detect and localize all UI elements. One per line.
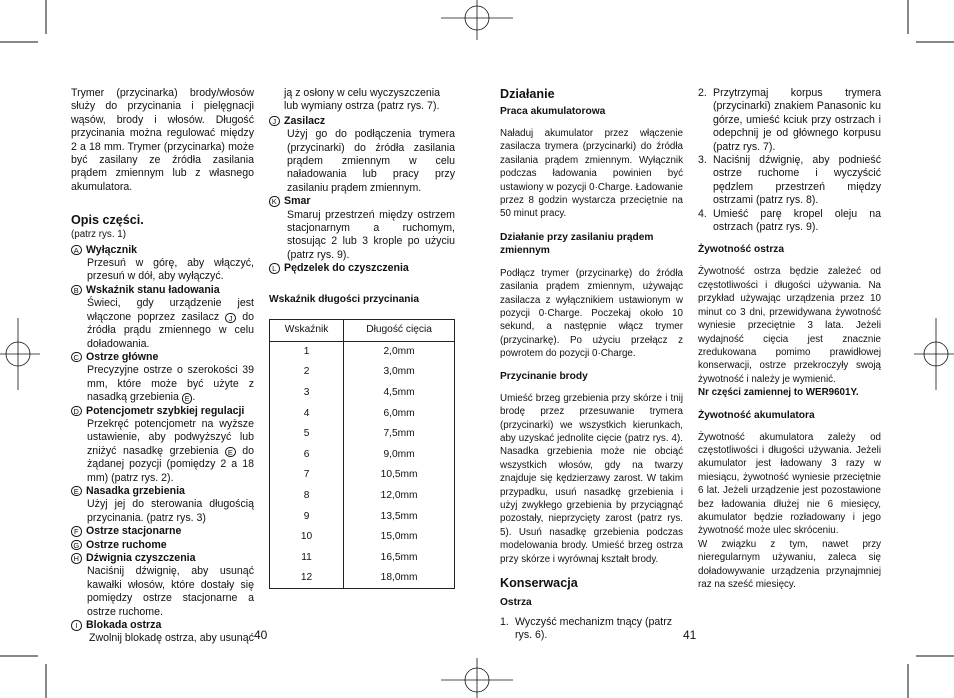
- crop-mark-bottom-right: [894, 648, 954, 698]
- battery-life-text: Żywotność akumulatora zależy od częstotliwości i długości używania. Jeżeli akumulator jest ładowany 3 razy w miesiącu, żywotność wyniesie przeciętnie 6 lat. Jeżeli urządzenie jest pozostawione bez ładowania dłużej nie 6 miesięcy, akumulator będzie rozładowany i jego żywotność może ulec skróceniu.: [698, 431, 881, 537]
- table-row: 5 7,5mm: [270, 424, 455, 445]
- blade-step-2: 2. Przytrzymaj korpus trymera (przycinarki) znakiem Panasonic ku górze, umieść kciuk przy ostrzach i odepchnij je od głównego korpusu (patrz rys. 7).: [698, 87, 881, 153]
- intro-paragraph: Trymer (przycinarka) brody/włosów służy do przycinania i pielęgnacji wąsów, brody i włosów. Długość przycinania można regulować między 2 a 18 mm. Trymer (przycinarka) może być zasilany ze źródła zasilania prądem zmiennym lub z własnego akumulatora.: [71, 87, 254, 193]
- left-page-column-2: [269, 87, 455, 589]
- beard-trimming-text: Umieść brzeg grzebienia przy skórze i tnij brodę przez przesuwanie trymera (przycinarki) we wszystkich kierunkach, aby uzyskać jednolite cięcie (patrz rys. 4). Nasadka grzebienia może nie obciąć wszystkich włosów, gdy na twarzy znajduje się kędzierzawy zarost. W takim przypadku, usuń nasadkę grzebienia i użyj zwykłego grzebienia by przyciągnąć pozostały, nieprzycięty zarost (patrz rys. 5). Usuń nasadkę grzebienia podczas modelowania brody. Umieść brzeg ostrza przy skórze i wyrównaj kształt brody.: [500, 392, 683, 565]
- letter-e-icon: E: [225, 447, 236, 458]
- battery-life-advice: W związku z tym, nawet przy nieregularnym używaniu, zaleca się doładowywanie urządzenia przynajmniej raz na sześć miesięcy.: [698, 538, 881, 590]
- action-title: Działanie: [500, 87, 555, 101]
- page-number-left: 40: [254, 628, 268, 642]
- table-row: 9 13,5mm: [270, 506, 455, 527]
- registration-mark-left: [0, 314, 40, 394]
- table-header-row: [270, 319, 455, 341]
- crop-mark-top-right: [894, 0, 954, 50]
- part-item-b: B Wskaźnik stanu ładowania Świeci, gdy urządzenie jest włączone poprzez zasilacz J do źródła prądu zmiennego w celu doładowania.: [71, 284, 254, 351]
- table-row: 12 18,0mm: [270, 568, 455, 589]
- ac-operation-title: Działanie przy zasilaniu prądem zmiennym: [500, 231, 654, 256]
- table-row: 8 12,0mm: [270, 485, 455, 506]
- ac-operation-text: Podłącz trymer (przycinarkę) do źródła zasilania prądem zmiennym, używając zasilacza z wyłącznikiem ustawionym w pozycji 0·Charge. Poczekaj około 10 sekund, a następnie włącz trymer (przycinarkę). Po użyciu przełącz z powrotem do pozycji 0·Charge.: [500, 267, 683, 360]
- registration-mark-bottom: [437, 658, 517, 698]
- part-item-e: E Nasadka grzebienia Użyj jej do sterowania długością przycinania. (patrz rys. 3): [71, 485, 254, 525]
- letter-b-icon: B: [71, 285, 82, 296]
- maintenance-title: Konserwacja: [500, 575, 578, 590]
- table-row: 10 15,0mm: [270, 527, 455, 548]
- blade-life-text: Żywotność ostrza będzie zależeć od częstotliwości i długości używania. Na przykład używając urządzenia przez 10 minut co 3 dni, przewidywana żywotność wyniesie przeciętnie 3 lata. Jeżeli wydajność cięcia jest znacznie zredukowana pomimo prawidłowej konserwacji, ostrze przekroczyły swoją żywotność i należy je wymienić.: [698, 266, 881, 385]
- letter-h-icon: H: [71, 553, 82, 564]
- left-page-column-1: [71, 87, 254, 646]
- part-item-f: F Ostrze stacjonarne: [71, 525, 254, 538]
- beard-trimming-title: Przycinanie brody: [500, 370, 588, 382]
- battery-operation-title: Praca akumulatorowa: [500, 106, 606, 117]
- part-item-l: L Pędzelek do czyszczenia: [269, 262, 455, 275]
- letter-k-icon: K: [269, 196, 280, 207]
- blade-step-3: 3. Naciśnij dźwignię, aby podnieść ostrze ruchome i wyczyścić pędzlem przestrzeń między ostrzami (patrz rys. 8).: [698, 154, 881, 207]
- part-item-j: J Zasilacz Użyj go do podłączenia trymera (przycinarki) do źródła zasilania prądem zmiennym w celu naładowania lub pracy przy zasilaniu prądem zmiennym.: [269, 115, 455, 195]
- letter-a-icon: A: [71, 245, 82, 256]
- table-row: 7 10,5mm: [270, 465, 455, 486]
- parts-reference: (patrz rys. 1): [71, 229, 126, 241]
- letter-d-icon: D: [71, 406, 82, 417]
- letter-f-icon: F: [71, 526, 82, 537]
- registration-mark-top: [437, 0, 517, 40]
- blade-step-4: 4. Umieść parę kropel oleju na ostrzach (patrz rys. 9).: [698, 207, 881, 234]
- right-page-column-2: [698, 87, 881, 591]
- crop-mark-bottom-left: [0, 648, 60, 698]
- table-row: 2 3,0mm: [270, 362, 455, 383]
- blades-title: Ostrza: [500, 596, 532, 608]
- crop-mark-top-left: [0, 0, 60, 50]
- letter-j-icon: J: [225, 313, 236, 324]
- registration-mark-right: [914, 314, 954, 394]
- blade-life-title: Żywotność ostrza: [698, 244, 785, 256]
- letter-g-icon: G: [71, 540, 82, 551]
- letter-j-icon: J: [269, 116, 280, 127]
- battery-life-title: Żywotność akumulatora: [698, 409, 815, 421]
- table-header-length: Długość cięcia: [344, 319, 455, 341]
- letter-e-icon: E: [182, 393, 193, 404]
- part-item-a: A Wyłącznik Przesuń w górę, aby włączyć, przesuń w dół, aby wyłączyć.: [71, 244, 254, 284]
- trim-length-table: [269, 319, 455, 589]
- right-page-column-1: [500, 87, 683, 643]
- table-header-indicator: Wskaźnik: [270, 319, 344, 341]
- table-row: 4 6,0mm: [270, 403, 455, 424]
- parts-title: Opis części.: [71, 213, 144, 228]
- letter-l-icon: L: [269, 263, 280, 274]
- part-item-c: C Ostrze główne Precyzyjne ostrze o szerokości 39 mm, które może być użyte z nasadką grzebienia E .: [71, 351, 254, 405]
- part-item-k: K Smar Smaruj przestrzeń między ostrzem stacjonarnym a ruchomym, stosując 2 lub 3 krople po użyciu (patrz rys. 9).: [269, 195, 455, 262]
- part-item-g: G Ostrze ruchome: [71, 539, 254, 552]
- table-row: 11 16,5mm: [270, 547, 455, 568]
- table-row: 3 4,5mm: [270, 382, 455, 403]
- letter-e-icon: E: [71, 486, 82, 497]
- part-item-d: D Potencjometr szybkiej regulacji Przekręć potencjometr na wyższe ustawienie, aby podwyższyć lub zniżyć nasadkę grzebienia E do żądanej pozycji (pomiędzy 2 a 18 mm) (patrz rys. 2).: [71, 405, 254, 485]
- part-item-i: I Blokada ostrza Zwolnij blokadę ostrza, aby usunąć: [71, 619, 254, 646]
- table-title: Wskaźnik długości przycinania: [269, 293, 420, 305]
- part-item-h: H Dźwignia czyszczenia Naciśnij dźwignię, aby usunąć kawałki włosów, które dostały się pomiędzy ostrze stacjonarne a ostrze ruchome.: [71, 552, 254, 619]
- blade-step-1: 1. Wyczyść mechanizm tnący (patrz rys. 6).: [500, 615, 673, 642]
- parts-continued: ją z osłony w celu wyczyszczenia lub wymiany ostrza (patrz rys. 7).: [284, 87, 441, 113]
- blade-part-number: Nr części zamiennej to WER9601Y.: [698, 387, 859, 399]
- battery-operation-text: Naładuj akumulator przez włączenie zasilacza trymera (przycinarki) do źródła zasilania prądem zmiennym. Wyłącznik podczas ładowania powinien być ustawiony w pozycji 0·Charge. Ładowanie przez 8 godzin wystarcza przeciętnie na 50 minut pracy.: [500, 128, 683, 220]
- table-row: 6 9,0mm: [270, 444, 455, 465]
- table-row: 1 2,0mm: [270, 341, 455, 362]
- letter-c-icon: C: [71, 352, 82, 363]
- page-number-right: 41: [683, 628, 697, 642]
- letter-i-icon: I: [71, 620, 82, 631]
